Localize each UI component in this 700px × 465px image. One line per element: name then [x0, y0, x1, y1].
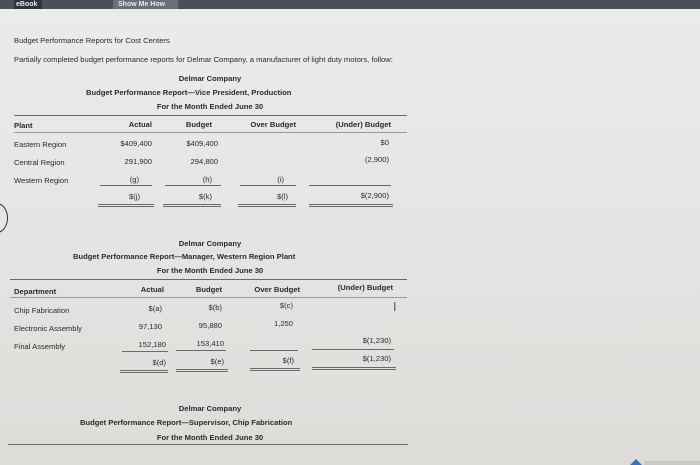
row-under: $0	[380, 138, 389, 147]
report3-title: Budget Performance Report—Supervisor, Chip Fabrication	[80, 418, 293, 427]
row-actual: $(a)	[148, 304, 162, 313]
total-rule	[238, 204, 296, 205]
problem-intro: Partially completed budget performance reports for Delmar Company, a manufacturer of light duty motors, follow:	[14, 55, 393, 64]
total-rule	[120, 370, 168, 371]
subtotal-rule	[250, 350, 298, 351]
show-me-how-tab[interactable]: Show Me How	[113, 0, 178, 9]
report3-period: For the Month Ended June 30	[156, 433, 264, 442]
total-actual: $(d)	[152, 358, 166, 367]
ebook-tab[interactable]: eBook	[14, 0, 42, 9]
total-under: $(2,900)	[360, 191, 389, 200]
row-over: $(c)	[279, 301, 293, 310]
subtotal-rule	[165, 185, 221, 186]
total-rule	[312, 369, 396, 370]
total-rule	[163, 204, 221, 205]
report2-company: Delmar Company	[178, 239, 242, 248]
total-rule	[176, 371, 228, 372]
report2-period: For the Month Ended June 30	[156, 266, 264, 275]
row-actual: 291,900	[124, 157, 152, 166]
report3-company: Delmar Company	[178, 404, 242, 413]
report1-period: For the Month Ended June 30	[156, 102, 264, 111]
total-rule	[98, 206, 154, 207]
row-label: Electronic Assembly	[14, 324, 82, 333]
total-over: $(f)	[282, 356, 294, 365]
report1-header-actual: Actual	[128, 120, 152, 129]
total-rule	[163, 206, 221, 207]
report2-header-under: (Under) Budget	[337, 283, 393, 292]
total-rule	[98, 204, 154, 205]
report2-title: Budget Performance Report—Manager, Western Region Plant	[73, 252, 296, 261]
row-actual: (g)	[129, 175, 139, 184]
subtotal-rule	[176, 350, 226, 351]
report2-header-over: Over Budget	[254, 285, 300, 294]
total-rule	[309, 204, 393, 205]
row-actual: $409,400	[120, 139, 152, 148]
subtotal-rule	[240, 185, 296, 186]
problem-heading: Budget Performance Reports for Cost Centers	[14, 36, 170, 45]
subtotal-rule	[312, 349, 394, 350]
row-label: Eastern Region	[14, 140, 67, 149]
row-label: Western Region	[14, 176, 69, 185]
total-rule	[120, 372, 168, 373]
report1-header-budget: Budget	[185, 120, 212, 129]
row-label: Central Region	[14, 158, 65, 167]
next-page-corner-icon[interactable]	[620, 455, 700, 465]
row-budget: 95,880	[198, 321, 222, 330]
report1-header-over: Over Budget	[250, 120, 296, 129]
row-budget: (h)	[202, 175, 212, 184]
subtotal-rule	[100, 185, 152, 186]
report1-header-under: (Under) Budget	[335, 120, 391, 129]
row-label: Chip Fabrication	[14, 306, 70, 315]
total-rule	[250, 368, 300, 369]
row-budget: $409,400	[186, 139, 218, 148]
row-under: (2,900)	[364, 155, 389, 164]
total-under: $(1,230)	[362, 354, 391, 363]
report2-header-rule	[10, 297, 407, 298]
report1-company: Delmar Company	[178, 74, 242, 83]
total-rule	[312, 367, 396, 368]
row-budget: 294,800	[190, 157, 218, 166]
total-rule	[250, 370, 300, 371]
total-actual: $(j)	[129, 192, 140, 201]
total-rule	[176, 369, 228, 370]
row-label: Final Assembly	[14, 342, 66, 351]
report2-top-rule	[10, 279, 407, 280]
subtotal-rule	[309, 185, 391, 186]
top-toolbar	[0, 0, 700, 9]
total-budget: $(e)	[210, 357, 224, 366]
total-budget: $(k)	[198, 192, 212, 201]
row-budget: $(b)	[208, 303, 222, 312]
row-budget: 153,410	[196, 339, 224, 348]
report2-header-budget: Budget	[195, 285, 222, 294]
row-under: $(1,230)	[362, 336, 391, 345]
total-over: $(l)	[277, 192, 288, 201]
total-rule	[238, 206, 296, 207]
report2-header-department: Department	[14, 287, 57, 296]
report1-title: Budget Performance Report—Vice President, Production	[86, 88, 292, 97]
total-rule	[309, 206, 393, 207]
report1-header-rule	[14, 132, 407, 133]
row-actual: 152,180	[138, 340, 166, 349]
report3-top-rule	[8, 444, 408, 445]
row-over: (i)	[277, 175, 284, 184]
report1-header-plant: Plant	[14, 121, 33, 130]
row-over: 1,250	[273, 319, 293, 328]
report2-header-actual: Actual	[140, 285, 164, 294]
subtotal-rule	[122, 351, 168, 352]
row-actual: 97,130	[138, 322, 162, 331]
text-cursor-icon: I	[393, 300, 397, 314]
report1-top-rule	[14, 115, 407, 116]
